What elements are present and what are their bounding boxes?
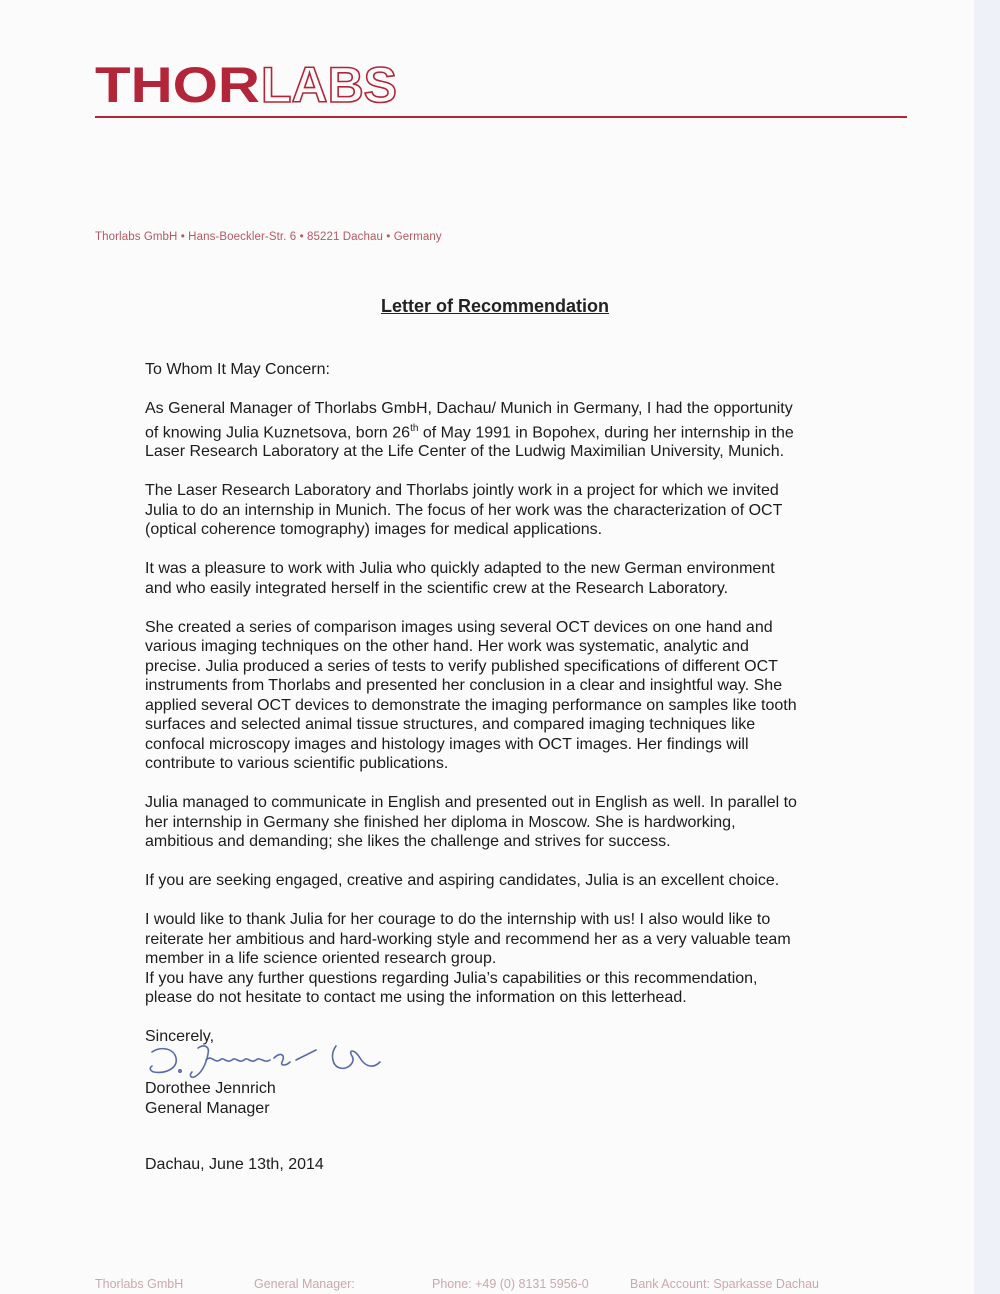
line: She created a series of comparison images using several OCT devices on one hand and bbox=[145, 618, 773, 636]
paragraph-4 bbox=[145, 618, 845, 774]
line: please do not hesitate to contact me using the information on this letterhead. bbox=[145, 989, 687, 1007]
line: (optical coherence tomography) images for medical applications. bbox=[145, 521, 603, 539]
salutation: To Whom It May Concern: bbox=[145, 361, 330, 378]
paragraph-6 bbox=[145, 871, 845, 891]
line: Julia to do an internship in Munich. The focus of her work was the characterization of OCT bbox=[145, 501, 783, 519]
line: various imaging techniques on the other hand. Her work was systematic, analytic and bbox=[145, 638, 749, 656]
paragraph-1 bbox=[145, 399, 845, 462]
letterhead-rule bbox=[95, 116, 907, 118]
signer-title: General Manager bbox=[145, 1099, 270, 1117]
letterhead-address: Thorlabs GmbH • Hans-Boeckler-Str. 6 • 85221 Dachau • Germany bbox=[95, 231, 442, 243]
paragraph-3 bbox=[145, 559, 845, 598]
paragraph-2 bbox=[145, 481, 845, 540]
letter-body bbox=[145, 360, 845, 1047]
line: her internship in Germany she finished her diploma in Moscow. She is hardworking, bbox=[145, 813, 736, 831]
line: of knowing Julia Kuznetsova, born 26th of May 1991 in Bopohex, during her internship in the bbox=[145, 422, 794, 441]
line: ambitious and demanding; she likes the challenge and strives for success. bbox=[145, 833, 671, 851]
letter-title: Letter of Recommendation bbox=[380, 296, 610, 316]
signer-block bbox=[145, 1079, 276, 1118]
line: surfaces and selected animal tissue structures, and compared imaging techniques like bbox=[145, 716, 756, 734]
line: Julia managed to communicate in English and presented out in English as well. In parallel to bbox=[145, 794, 797, 812]
line: It was a pleasure to work with Julia who quickly adapted to the new German environment bbox=[145, 560, 775, 578]
footer-manager-label: General Manager: bbox=[254, 1277, 355, 1291]
svg-text:THOR: THOR bbox=[95, 58, 260, 110]
svg-text:LABS: LABS bbox=[261, 58, 397, 110]
line: applied several OCT devices to demonstrate the imaging performance on samples like tooth bbox=[145, 696, 797, 714]
place-date: Dachau, June 13th, 2014 bbox=[145, 1156, 324, 1173]
line: and who easily integrated herself in the scientific crew at the Research Laboratory. bbox=[145, 579, 729, 597]
scan-edge bbox=[974, 0, 1000, 1294]
line: precise. Julia produced a series of tests to verify published specifications of different OCT bbox=[145, 657, 778, 675]
thorlabs-logo bbox=[95, 58, 400, 110]
line: confocal microscopy images and histology images with OCT images. Her findings will bbox=[145, 735, 749, 753]
footer-company: Thorlabs GmbH bbox=[95, 1277, 184, 1291]
paragraph-5 bbox=[145, 793, 845, 852]
line: If you have any further questions regarding Julia’s capabilities or this recommendation, bbox=[145, 969, 758, 987]
line: reiterate her ambitious and hard-working style and recommend her as a very valuable team bbox=[145, 930, 791, 948]
line: I would like to thank Julia for her courage to do the internship with us! I also would like to bbox=[145, 911, 771, 929]
handwritten-signature bbox=[140, 1038, 390, 1080]
line: Laser Research Laboratory at the Life Center of the Ludwig Maximilian University, Munich. bbox=[145, 443, 785, 461]
line: instruments from Thorlabs and presented her conclusion in a clear and insightful way. She bbox=[145, 677, 783, 695]
footer-phone: Phone: +49 (0) 8131 5956-0 bbox=[432, 1277, 589, 1291]
line: If you are seeking engaged, creative and aspiring candidates, Julia is an excellent choice. bbox=[145, 872, 780, 890]
line: member in a life science oriented research group. bbox=[145, 950, 497, 968]
line: The Laser Research Laboratory and Thorlabs jointly work in a project for which we invited bbox=[145, 482, 779, 500]
closing: Sincerely, bbox=[145, 1028, 215, 1046]
line: contribute to various scientific publications. bbox=[145, 755, 449, 773]
paragraph-7 bbox=[145, 910, 845, 1008]
signer-name: Dorothee Jennrich bbox=[145, 1080, 276, 1097]
footer-bank: Bank Account: Sparkasse Dachau bbox=[630, 1277, 820, 1291]
line: As General Manager of Thorlabs GmbH, Dachau/ Munich in Germany, I had the opportunity bbox=[145, 400, 793, 417]
